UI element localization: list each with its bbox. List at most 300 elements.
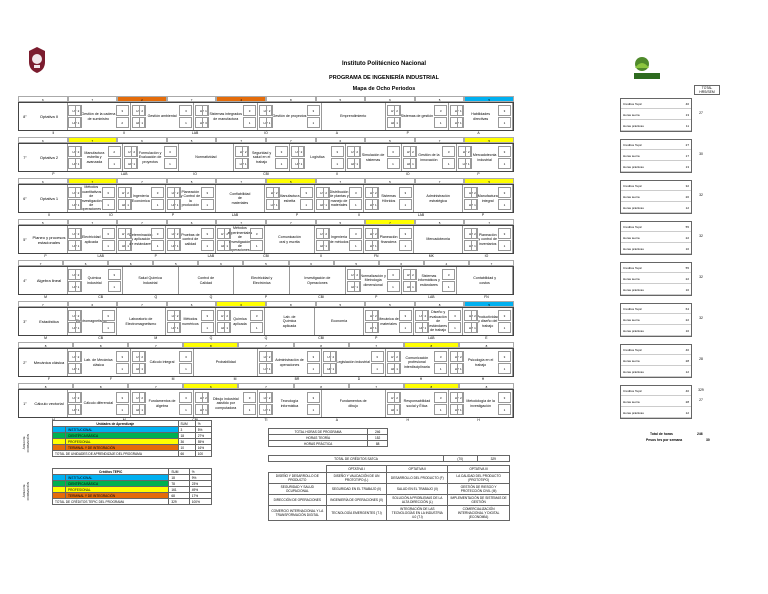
ht-value: 2 xyxy=(394,105,401,116)
ht-value: 2 xyxy=(354,269,361,280)
area-code: P xyxy=(171,213,175,217)
area-code: Q xyxy=(209,295,213,299)
area-code: II xyxy=(48,213,50,217)
course-name: Ingeniería de métodos xyxy=(329,235,349,244)
course-name: Gestión de proyectos xyxy=(272,114,307,119)
kt-value: 3 xyxy=(349,187,362,198)
summary-row xyxy=(621,397,691,407)
course-name: Mercadotecnia xyxy=(426,237,450,242)
course-cell xyxy=(315,185,365,212)
kp-value: 1 xyxy=(498,363,511,374)
kt-value: 3 xyxy=(434,351,447,362)
course-name: Gestión de la innovación xyxy=(418,153,440,162)
hours-summary-table xyxy=(268,428,388,447)
course-cell xyxy=(234,144,290,171)
kp-value: 2 xyxy=(116,117,129,128)
hp-label: HP xyxy=(68,363,81,374)
top-code: 2 xyxy=(117,96,167,102)
hp-label: HP xyxy=(450,117,463,128)
hp-label: HP xyxy=(167,240,180,251)
legend-label: INSTITUCIONAL xyxy=(66,475,169,481)
summary-value: 11 xyxy=(685,124,689,128)
hp-value: 1 xyxy=(457,363,464,374)
legend-sum: 36 xyxy=(178,439,195,445)
top-code: 6 xyxy=(167,219,217,225)
legend-pct: 9% xyxy=(189,475,211,481)
kt-value: 3 xyxy=(250,228,263,239)
top-code: 5 xyxy=(167,137,217,143)
kt-value: 3 xyxy=(498,392,511,403)
optativa-course: GESTIÓN DE RIESGO Y PROTECCIÓN CIVIL (III) xyxy=(448,484,510,495)
semester-summary-panel xyxy=(620,139,692,173)
hp-value: 1 xyxy=(75,404,82,415)
course-cell xyxy=(131,103,195,130)
top-code: 7 xyxy=(365,219,415,225)
summary-row xyxy=(621,244,691,254)
top-code: 6 xyxy=(379,260,424,266)
kt-value: 3 xyxy=(116,392,129,403)
ht-label: HT xyxy=(259,392,272,403)
hp-label: HP xyxy=(68,158,81,169)
legend-pct: 23% xyxy=(189,481,211,487)
area-code: Q xyxy=(264,336,268,340)
course-name: Electromagnetismo xyxy=(75,319,107,324)
kp-value: 1 xyxy=(201,199,214,210)
ht-value: 2 xyxy=(75,392,82,403)
ht-value: 2 xyxy=(266,351,273,362)
summary-label: Horas teoría xyxy=(623,195,640,199)
optativa-course: INGENIERÍA DE OPERACIONES (II) xyxy=(326,495,387,506)
area-code: CBI xyxy=(318,336,324,340)
summary-label: Créditos Tepic xyxy=(623,266,642,270)
course-cell xyxy=(364,185,414,212)
course-cell xyxy=(463,185,513,212)
area-code: H xyxy=(419,377,423,381)
ht-value: 2 xyxy=(457,351,464,362)
hp-value: 3 xyxy=(202,117,209,128)
legend-sum: 18 xyxy=(169,475,189,481)
semester-summary-panel xyxy=(620,180,692,214)
kt-value: 3 xyxy=(250,310,263,321)
summary-value: 28 xyxy=(685,400,689,404)
course-cell xyxy=(123,144,179,171)
summary-label: Horas teoría xyxy=(623,400,640,404)
course-cell xyxy=(131,349,195,376)
top-code: 8 xyxy=(18,342,73,348)
hp-label: HP xyxy=(68,322,81,333)
course-name: Manufactura integral xyxy=(477,194,498,203)
top-code: 5 xyxy=(243,260,288,266)
summary-label: Horas prácticas xyxy=(623,288,644,292)
course-cell xyxy=(234,267,290,294)
semester-bottom-bar xyxy=(18,172,514,177)
ht-label: HT xyxy=(316,187,329,198)
kp-value: 1 xyxy=(307,117,320,128)
ht-value: 2 xyxy=(174,228,181,239)
ht-label: HT xyxy=(403,146,416,157)
hp-value: 1 xyxy=(75,281,82,292)
area-code: M xyxy=(52,418,55,422)
top-code: 5 xyxy=(365,301,415,307)
kp-value: 1 xyxy=(448,322,461,333)
top-code: 7 xyxy=(349,342,404,348)
ht-label: HT xyxy=(403,269,416,280)
summary-label: Créditos Tepic xyxy=(623,348,642,352)
summary-value: 22 xyxy=(685,277,689,281)
kt-value: 3 xyxy=(331,146,344,157)
summary-row xyxy=(621,408,691,418)
hp-value: 1 xyxy=(323,199,330,210)
ht-label: HT xyxy=(217,228,230,239)
ipn-logo xyxy=(26,46,48,74)
kt-value: 3 xyxy=(116,105,129,116)
hp-label: HP xyxy=(365,240,378,251)
area-code: TI xyxy=(264,418,268,422)
legend-sum: 18 xyxy=(178,433,195,439)
kt-value: 3 xyxy=(387,146,400,157)
course-name: Fundamentos de álgebra xyxy=(148,399,176,408)
summary-row xyxy=(621,356,691,366)
top-code: 7 xyxy=(128,342,183,348)
course-name: Manufactura esbelta y avanzada xyxy=(84,150,105,164)
course-name: Legislación industrial xyxy=(336,360,370,365)
summary-value: 12 xyxy=(685,411,689,415)
course-cell xyxy=(216,226,266,253)
course-cell xyxy=(386,390,450,417)
course-cell xyxy=(322,349,386,376)
ht-value: 2 xyxy=(174,310,181,321)
summary-row xyxy=(621,386,691,396)
ht-value: 2 xyxy=(75,146,82,157)
semester-summary-panel xyxy=(620,221,692,255)
hp-label: HP xyxy=(387,404,400,415)
hp-value: 1 xyxy=(323,240,330,251)
kt-value: 3 xyxy=(201,187,214,198)
ht-value: 2 xyxy=(354,146,361,157)
ht-label: HT xyxy=(195,392,208,403)
course-name: Distribución de plantas y manejo de materiales xyxy=(329,189,349,207)
summary-label: Horas prácticas xyxy=(623,206,644,210)
summary-value: 27 xyxy=(685,143,689,147)
course-cell xyxy=(449,349,513,376)
optativa-3-header: OPTATIVA III xyxy=(448,466,510,473)
course-cell xyxy=(117,185,167,212)
summary-row xyxy=(621,162,691,172)
legend-credits-col-sum: SUM xyxy=(169,469,189,475)
hp-label: HP xyxy=(68,240,81,251)
summary-row xyxy=(621,203,691,213)
area-code: P xyxy=(44,254,47,258)
course-name: Sistemas informáticos y estándares xyxy=(417,273,440,287)
top-code: 7 xyxy=(316,178,366,184)
area-code: H xyxy=(406,418,409,422)
course-cell xyxy=(179,267,235,294)
hp-value: 1 xyxy=(410,281,417,292)
kp-value: 1 xyxy=(349,240,362,251)
ht-label: HT xyxy=(365,310,378,321)
top-code: 5 xyxy=(365,137,415,143)
area-code: P xyxy=(375,336,378,340)
top-code: 4 xyxy=(424,260,469,266)
area-code: BR xyxy=(294,377,300,381)
legend-credits-col-pct: % xyxy=(189,469,211,475)
hp-value: 1 xyxy=(131,158,138,169)
program-title: PROGRAMA DE INGENIERÍA INDUSTRIAL xyxy=(329,75,439,81)
course-cell xyxy=(386,349,450,376)
hp-label: HP xyxy=(403,158,416,169)
course-cell xyxy=(322,390,386,417)
ht-label: HT xyxy=(118,228,131,239)
ht-label: HT xyxy=(195,105,208,116)
top-code: 6 xyxy=(108,260,153,266)
summary-value: 13 xyxy=(685,165,689,169)
ht-label: HT xyxy=(235,146,248,157)
top-code: 5 xyxy=(316,219,366,225)
hp-label: HP xyxy=(68,199,81,210)
ht-label: HT xyxy=(132,392,145,403)
hp-label: HP xyxy=(291,158,304,169)
kp-value: 1 xyxy=(151,240,164,251)
ht-label: HT xyxy=(316,228,329,239)
course-cell xyxy=(402,144,458,171)
hours-value: 246 xyxy=(368,429,388,435)
area-code: A xyxy=(335,418,338,422)
course-cell xyxy=(258,103,322,130)
kp-value: 1 xyxy=(442,158,455,169)
ht-value: 2 xyxy=(174,187,181,198)
course-name: Ingeniería Económica xyxy=(131,194,150,203)
summary-label: Horas teoría xyxy=(623,277,640,281)
course-name: Emprendimiento xyxy=(340,114,367,119)
optativa-course: INTEGRACIÓN DE LAS TECNOLOGÍAS EN LA INDUSTRIA 4.0 (T.I) xyxy=(387,506,448,521)
semester-row xyxy=(18,184,514,213)
legend-units-col-pct: % xyxy=(195,421,211,427)
kp-value: 1 xyxy=(349,199,362,210)
ht-value: 2 xyxy=(242,146,249,157)
semester-number: 8° xyxy=(23,114,27,119)
optativa-area: DISEÑO Y DESARROLLO DE PRODUCTO xyxy=(269,473,327,484)
area-code: LAB xyxy=(207,254,215,258)
area-code: A xyxy=(335,131,338,135)
optativa-course: DESARROLLO DEL PRODUCTO (F) xyxy=(387,473,448,484)
course-cell xyxy=(67,349,131,376)
course-name: Metodología de la investigación xyxy=(466,399,495,408)
ht-value: 2 xyxy=(75,310,82,321)
summary-value: 55 xyxy=(685,225,689,229)
top-code: 6 xyxy=(316,137,366,143)
top-code: 6 xyxy=(117,137,167,143)
course-name: Normatividad xyxy=(195,155,217,160)
optativa-course: LA CALIDAD DEL PRODUCTO (PROTOTIPO) xyxy=(448,473,510,484)
summary-value: 40 xyxy=(685,348,689,352)
kp-value: 1 xyxy=(102,199,115,210)
summary-value: 22 xyxy=(685,318,689,322)
legend-units-side-label: ÁREA DE FORMACIÓN xyxy=(22,433,30,453)
top-code: 7 xyxy=(216,219,266,225)
weekly-hours-label: Pesos hrs por semana xyxy=(646,438,683,442)
top-code: 7 xyxy=(18,260,63,266)
ht-label: HT xyxy=(68,310,81,321)
area-code: E xyxy=(485,336,488,340)
legend-pct: 17% xyxy=(189,493,211,499)
top-code: 7 xyxy=(68,219,118,225)
area-code: A xyxy=(477,131,480,135)
kt-value: 3 xyxy=(307,392,320,403)
area-code: LAB xyxy=(231,213,239,217)
legend-label: PROFESIONAL xyxy=(66,487,169,493)
top-code: 5 xyxy=(464,137,514,143)
legend-credits-title: Créditos TEPIC xyxy=(53,469,169,475)
optativa-area: DIRECCIÓN DE OPERACIONES xyxy=(269,495,327,506)
summary-row xyxy=(621,151,691,161)
semester-row xyxy=(18,389,514,418)
optativa-row xyxy=(269,484,510,495)
ht-value: 2 xyxy=(394,351,401,362)
course-name: Métodos experimentales de investigación de operaciones xyxy=(227,226,253,253)
area-code: P xyxy=(406,131,409,135)
ht-value: 2 xyxy=(139,351,146,362)
summary-label: Horas prácticas xyxy=(623,411,644,415)
ht-value: 2 xyxy=(410,269,417,280)
course-cell xyxy=(265,185,315,212)
course-name: Sistemas Híbridos xyxy=(381,194,396,203)
hp-label: HP xyxy=(195,404,208,415)
kt-value: 3 xyxy=(179,105,192,116)
kt-value: 3 xyxy=(201,228,214,239)
ht-label: HT xyxy=(450,105,463,116)
ht-value: 2 xyxy=(266,105,273,116)
course-cell xyxy=(216,185,266,212)
ht-label: HT xyxy=(167,187,180,198)
kt-value: 3 xyxy=(102,228,115,239)
area-code: IO xyxy=(193,172,197,176)
semester-number: 3° xyxy=(23,319,27,324)
hp-value: 1 xyxy=(471,199,478,210)
kt-value: 3 xyxy=(151,187,164,198)
ht-label: HT xyxy=(68,351,81,362)
legend-units-title: Unidades de Aprendizaje xyxy=(53,421,179,427)
ht-label: HT xyxy=(450,392,463,403)
ht-label: HT xyxy=(167,228,180,239)
kp-value: 1 xyxy=(164,158,177,169)
course-cell xyxy=(258,390,322,417)
course-name: Cálculo integral xyxy=(149,360,175,365)
legend-sum: 10 xyxy=(178,445,195,451)
hp-label: HP xyxy=(403,281,416,292)
semester-first-course: Optativa 2 xyxy=(31,144,68,171)
hp-value: 1 xyxy=(202,404,209,415)
ht-value: 1 xyxy=(457,105,464,116)
hp-value: 1 xyxy=(457,404,464,415)
course-cell xyxy=(216,308,266,335)
course-name: Comunicación oral y escrita xyxy=(278,235,301,244)
course-name: Cálculo diferencial xyxy=(83,401,114,406)
summary-label: Créditos Tepic xyxy=(623,389,642,393)
summary-label: Créditos Tepic xyxy=(623,307,642,311)
summary-row xyxy=(621,192,691,202)
course-name: Salud Química Industrial xyxy=(138,276,162,285)
hp-label: HP xyxy=(217,240,230,251)
legend-pct: 49% xyxy=(189,487,211,493)
summary-row xyxy=(621,326,691,336)
ht-label: HT xyxy=(464,187,477,198)
course-name: Métodos cuantitativos de investigación de operaciones xyxy=(80,185,102,212)
course-name: Laboratorio de Electromagnetismo xyxy=(125,317,157,326)
kp-value: 1 xyxy=(250,322,263,333)
course-name: Formulación y Evaluación de proyectos xyxy=(138,150,162,164)
ht-value: 2 xyxy=(465,146,472,157)
kp-value: 1 xyxy=(434,404,447,415)
ht-value: 2 xyxy=(75,269,82,280)
ht-label: HT xyxy=(347,269,360,280)
hp-value: 1 xyxy=(75,158,82,169)
course-name: Gestión de la cadena de suministro xyxy=(81,112,116,121)
ht-label: HT xyxy=(464,310,477,321)
semester-number: 5° xyxy=(23,237,27,242)
summary-label: Horas teoría xyxy=(623,318,640,322)
ht-value: 2 xyxy=(75,351,82,362)
semester-first-course: Mecánica clásica xyxy=(31,349,68,376)
area-code: IO xyxy=(484,254,489,258)
course-cell xyxy=(322,103,386,130)
total-hours-value: 246 xyxy=(697,432,703,436)
course-cell xyxy=(290,144,346,171)
hp-label: HP xyxy=(450,363,463,374)
course-cell xyxy=(194,390,258,417)
ht-value: 2 xyxy=(75,228,82,239)
optativa-row xyxy=(269,506,510,521)
ht-label: HT xyxy=(132,351,145,362)
ht-value: 2 xyxy=(298,146,305,157)
top-code: 6 xyxy=(183,383,238,389)
legend-pct: 16% xyxy=(195,445,211,451)
hp-value: 1 xyxy=(372,199,379,210)
ht-label: HT xyxy=(415,310,428,321)
weekly-hours-value: 30 xyxy=(706,438,710,442)
top-code: 5 xyxy=(415,219,465,225)
area-code: CBI xyxy=(263,172,269,176)
hours-value: 152 xyxy=(368,435,388,441)
ht-label: HT xyxy=(68,105,81,116)
legend-credits-total-label: TOTAL DE CRÉDITOS TEPIC DEL PROGRAMA xyxy=(53,499,169,505)
hp-label: HP xyxy=(217,322,230,333)
kp-value: 1 xyxy=(442,281,455,292)
course-cell xyxy=(194,103,258,130)
hp-label: HP xyxy=(266,199,279,210)
area-code: IO xyxy=(109,213,113,217)
semester-number: 2° xyxy=(23,360,27,365)
course-name: Economía xyxy=(330,319,348,324)
hp-label: HP xyxy=(387,363,400,374)
summary-row xyxy=(621,367,691,377)
optativa-area: SEGURIDAD Y SALUD OCUPACIONAL xyxy=(269,484,327,495)
kt-value: 3 xyxy=(300,187,313,198)
semester-number: 7° xyxy=(23,155,27,160)
ht-label: HT xyxy=(266,187,279,198)
hp-value: 1 xyxy=(273,199,280,210)
kt-value: 3 xyxy=(179,392,192,403)
top-code: 6 xyxy=(63,260,108,266)
program-credit-total: 329 xyxy=(698,388,704,392)
summary-value: 17 xyxy=(685,154,689,158)
map-title: Mapa de Ocho Periodos xyxy=(352,86,416,92)
summary-value: 20 xyxy=(685,195,689,199)
hp-value: 1 xyxy=(298,158,305,169)
area-code: CB xyxy=(98,336,104,340)
top-code: 7 xyxy=(167,96,217,102)
kp-value: 1 xyxy=(108,281,121,292)
top-code: 7 xyxy=(68,137,118,143)
